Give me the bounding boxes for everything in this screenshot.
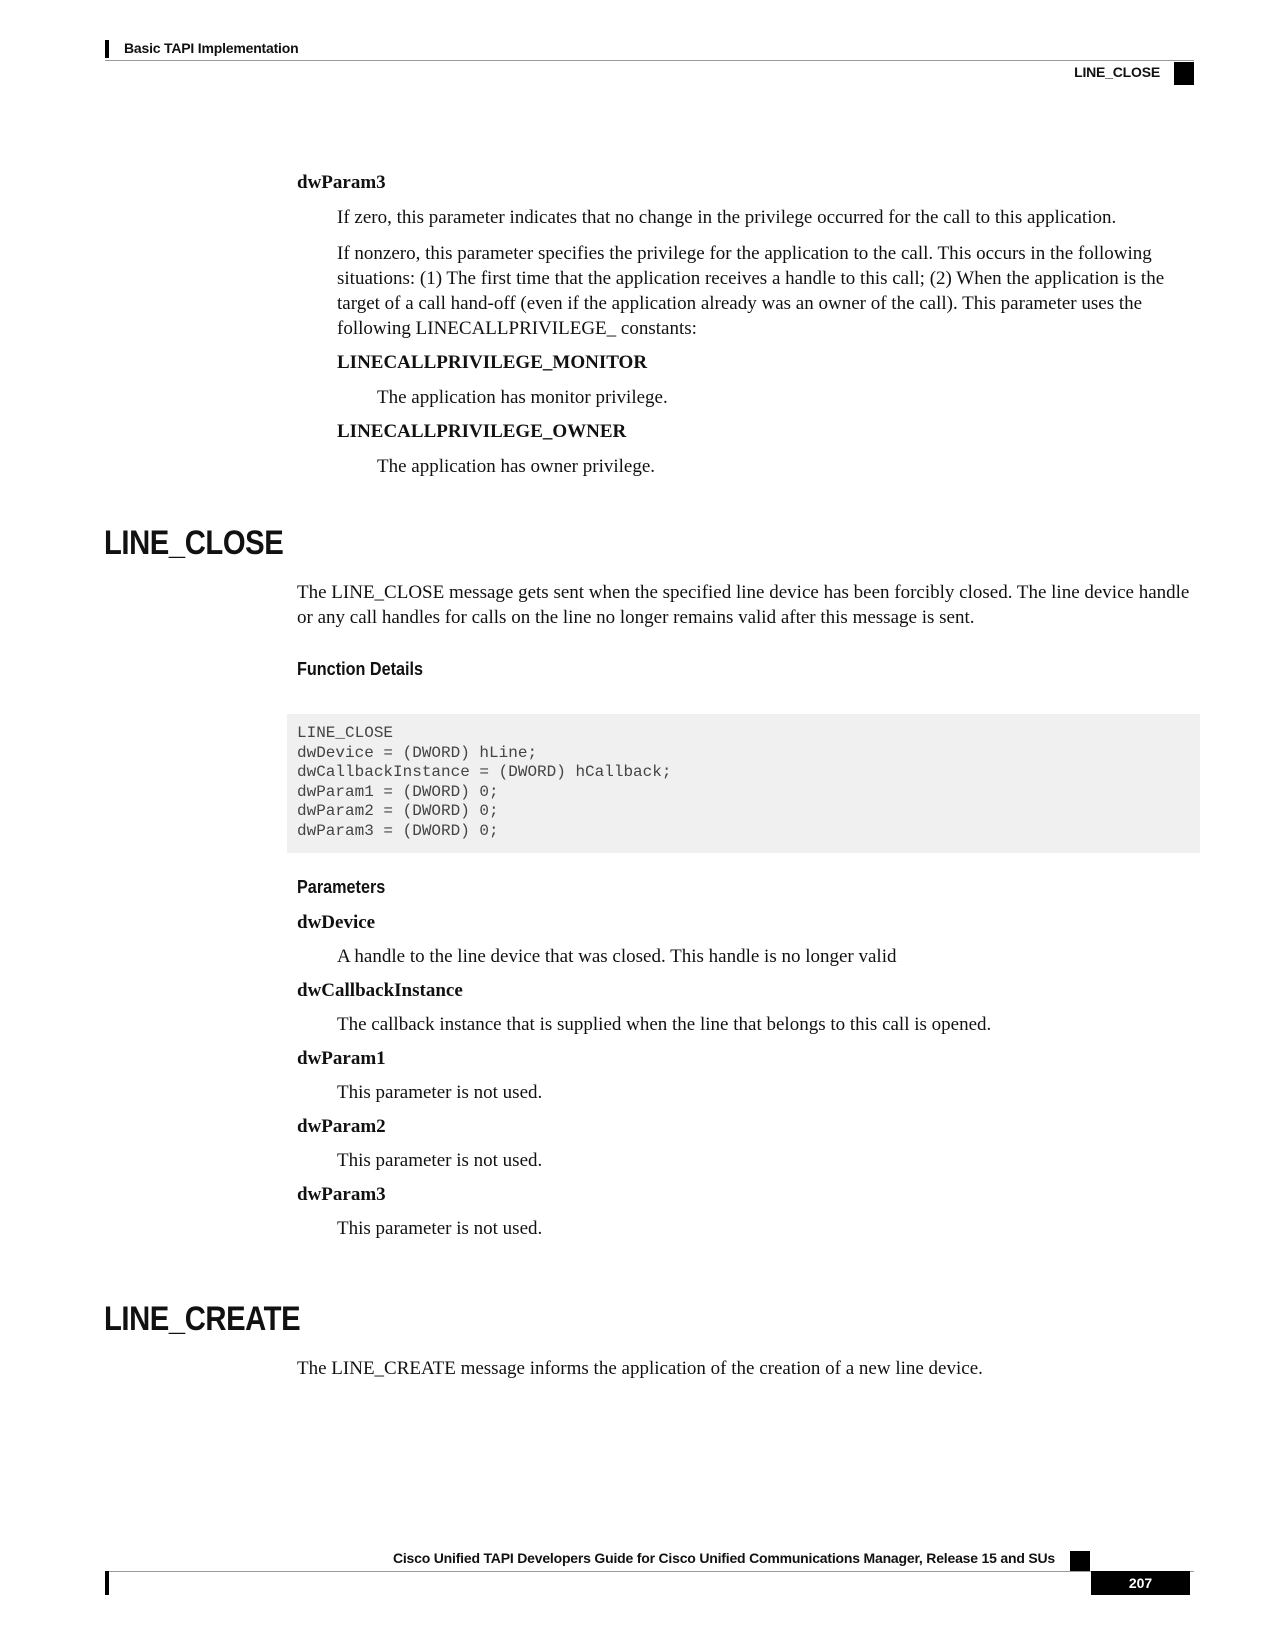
line-create-intro-block: [297, 1356, 1197, 1381]
function-details-heading: Function Details: [297, 659, 424, 679]
code-block: [287, 714, 1200, 853]
header-bar: [105, 40, 109, 58]
constant-name: LINECALLPRIVILEGE_OWNER: [337, 421, 627, 442]
param-name: dwParam2: [297, 1116, 386, 1137]
param-description: If nonzero, this parameter specifies the privilege for the application to the call. This occurs in the following situations: (1) The first time that the application receives a handle to this call; (2) When the application is the target of a call hand-off (even if the application already was an owner of the call). This parameter uses the following LINECALLPRIVILEGE_ constants:: [337, 243, 1165, 339]
code-text: LINE_CLOSE dwDevice = (DWORD) hLine; dwCallbackInstance = (DWORD) hCallback; dwParam1 = (DWORD) 0; dwParam2 = (DWORD) 0; dwParam3 = (DWORD) 0;: [297, 724, 672, 840]
section-intro: The LINE_CLOSE message gets sent when the specified line device has been forcibly closed. The line device handle or any call handles for calls on the line no longer remains valid after this message is sent.: [297, 582, 1190, 628]
page-number: 207: [1091, 1571, 1190, 1595]
constant-description: The application has monitor privilege.: [377, 387, 668, 408]
param-description: If zero, this parameter indicates that no change in the privilege occurred for the call to this application.: [337, 207, 1117, 228]
param-name: dwParam3: [297, 1184, 386, 1205]
param-description: A handle to the line device that was closed. This handle is no longer valid: [337, 946, 897, 967]
section-heading-line-create: LINE_CREATE: [104, 1300, 301, 1338]
parameters-heading: Parameters: [297, 877, 386, 897]
footer-bar: [105, 1571, 109, 1595]
param-description: The callback instance that is supplied when the line that belongs to this call is opened.: [337, 1014, 992, 1035]
constant-name: LINECALLPRIVILEGE_MONITOR: [337, 352, 648, 373]
param-name: dwParam3: [297, 172, 386, 193]
param-name: dwParam1: [297, 1048, 386, 1069]
function-details-heading-wrap: [297, 659, 1197, 680]
prev-param-block: [297, 172, 1197, 479]
param-name: dwDevice: [297, 912, 376, 933]
param-description: This parameter is not used.: [337, 1082, 543, 1103]
param-description: This parameter is not used.: [337, 1150, 543, 1171]
parameters-block: [297, 877, 1197, 1241]
constant-description: The application has owner privilege.: [377, 456, 656, 477]
param-description: This parameter is not used.: [337, 1218, 543, 1239]
section-heading-line-close: LINE_CLOSE: [104, 524, 284, 562]
line-close-intro-block: [297, 580, 1197, 630]
section-intro: The LINE_CREATE message informs the application of the creation of a new line device.: [297, 1358, 983, 1379]
footer-rule: [105, 1571, 1194, 1572]
header-rule: [105, 60, 1194, 61]
footer-marker: [1070, 1551, 1090, 1571]
header-chapter-title: Basic TAPI Implementation: [124, 40, 299, 56]
header-marker: [1174, 62, 1194, 85]
footer-book-title: Cisco Unified TAPI Developers Guide for Cisco Unified Communications Manager, Release 15 and SUs: [392, 1550, 1055, 1566]
header-section-title: LINE_CLOSE: [1074, 64, 1160, 80]
param-name: dwCallbackInstance: [297, 980, 463, 1001]
